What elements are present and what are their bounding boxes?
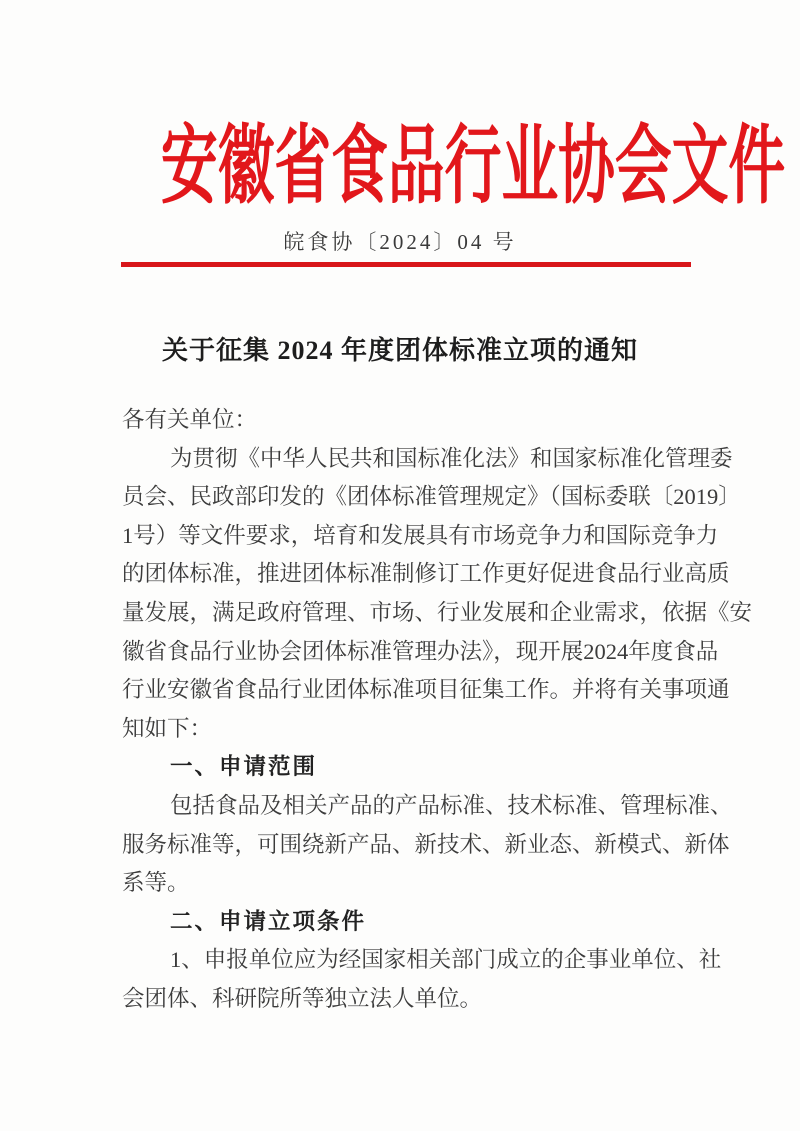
- section-heading-2: 二、申请立项条件: [170, 908, 367, 934]
- body-line: 量发展，满足政府管理、市场、行业发展和企业需求，依据《安: [122, 599, 753, 625]
- masthead: [0, 118, 800, 214]
- body-line: 徽省食品行业协会团体标准管理办法》，现开展2024年度食品: [122, 638, 719, 664]
- body-line: 知如下：: [122, 715, 213, 741]
- body-line: 员会、民政部印发的《团体标准管理规定》（国标委联〔2019〕: [122, 484, 741, 510]
- body-line: 1号）等文件要求，培育和发展具有市场竞争力和国际竞争力: [122, 522, 719, 548]
- section-heading-1: 一、申请范围: [170, 754, 318, 780]
- body-line: 行业安徽省食品行业团体标准项目征集工作。并将有关事项通: [122, 677, 730, 703]
- body-line: 为贯彻《中华人民共和国标准化法》和国家标准化管理委: [170, 445, 733, 471]
- red-divider: [121, 262, 691, 267]
- doc-number: 皖食协〔2024〕04 号: [283, 230, 517, 254]
- body-line: 1、申报单位应为经国家相关部门成立的企事业单位、社: [170, 947, 722, 973]
- body-line: 服务标准等，可围绕新产品、新技术、新业态、新模式、新体: [122, 831, 730, 857]
- body-line: 系等。: [122, 870, 190, 896]
- salutation-line: 各有关单位：: [122, 407, 258, 432]
- body-line: 包括食品及相关产品的产品标准、技术标准、管理标准、: [170, 792, 733, 818]
- document-title: 关于征集 2024 年度团体标准立项的通知: [161, 336, 638, 365]
- body-line: 会团体、科研院所等独立法人单位。: [122, 985, 483, 1011]
- masthead-title: 安徽省食品行业协会文件: [160, 118, 786, 214]
- document-body: [122, 401, 753, 1019]
- body-line: 的团体标准，推进团体标准制修订工作更好促进食品行业高质: [122, 561, 730, 587]
